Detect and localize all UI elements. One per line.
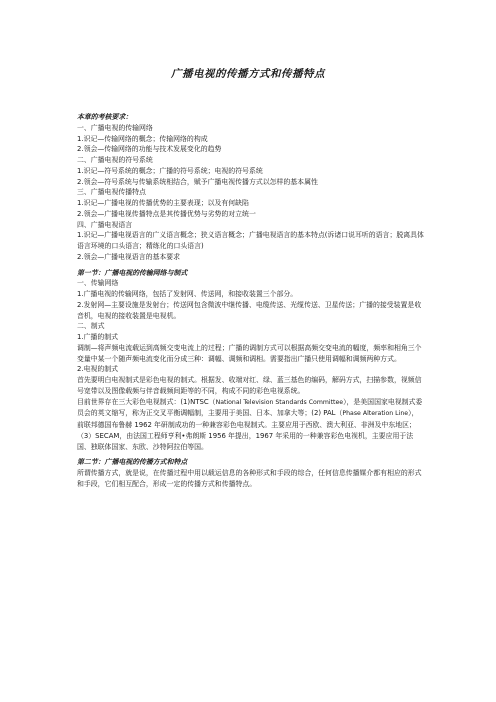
section1-sub2: 二、制式 [77, 322, 105, 331]
section1-sub2b: 2.电视的制式 [77, 365, 119, 374]
section1-sub1: 一、传输网络 [77, 279, 119, 288]
requirements-heading: 本章的考核要求： [77, 113, 133, 121]
requirement-line: 1.识记—广播电视语言的广义语言概念；狭义语言概念；广播电视语言的基本特点(诉诸口说耳听的语言；脱离具体语言环境的口头语言；精练化的口头语言) [77, 231, 424, 250]
requirement-line: 2.领会—符号系统与传输系统相结合，赋予广播电视传播方式以怎样的基本属性 [77, 177, 318, 186]
section1-p2: 2.发射网—主要设施是发射台；传送网包含微波中继传播、电缆传送、光缆传送、卫星传送；广播的接受装置是收音机，电视的接收装置是电视机。 [77, 300, 422, 320]
requirement-line: 三、广播电视传播特点 [77, 188, 146, 197]
requirement-line: 1.识记—符号系统的概念；广播的符号系统；电视的符号系统 [77, 166, 263, 175]
section2-heading: 第二节：广播电视的传播方式和特点 [77, 458, 188, 467]
p5-part-c: ），前联邦德国布鲁赫 1962 年研制成功的一种兼容彩色电视制式。主要应用于西欧、澳大利亚、非洲及中东地区；（3）SECAM，由法国工程师亨利•弗朗斯 1956 年提出，1967 年采用的一种兼容彩色电视机，主要应用于法国、独联体国家、东欧、沙特阿拉伯等国。 [77, 409, 419, 451]
section1-sub2a: 1.广播的制式 [77, 333, 119, 341]
requirement-line: 2.领会—传输网络的功能与技术发展变化的趋势 [77, 145, 222, 154]
section1-p4: 首先要明白电视制式是彩色电视的制式。根据发、收端对红、绿、蓝三基色的编码，解码方式，扫描参数，视频信号宽带以及图像载频与伴音载频间距等的不同，构成不同的彩色电视系统。 [77, 376, 422, 395]
p5-part-b: ），是美国国家电视制式委员会的英文缩写，称为正交叉平衡调幅制，主要用于美国、日本、加拿大等；(2) PAL（ [77, 397, 423, 418]
requirement-line: 四、广播电视语言 [77, 220, 133, 229]
requirement-line: 一、广播电视的传输网络 [77, 123, 153, 132]
section1-p5 [77, 397, 425, 453]
ntsc-english-name: National Television Standards Committee [215, 398, 344, 406]
requirement-line: 1.识记—广播电视的传播优势的主要表现；以及有何缺陷 [77, 199, 249, 207]
section1-p1: 1.广播电视的传输网络，包括了发射网、传送网，和接收装置三个部分。 [77, 290, 298, 298]
section1-heading: 第一节：广播电视的传输网络与制式 [77, 268, 188, 277]
requirement-line: 二、广播电视的符号系统 [77, 156, 153, 164]
pal-english-name: Phase Alteration Line [342, 410, 409, 418]
document-body [77, 112, 425, 490]
document-title: 广播电视的传播方式和传播特点 [171, 68, 325, 80]
p5-part-a: 目前世界存在三大彩色电视制式：(1)NTSC（ [77, 397, 216, 406]
requirement-line: 2.领会—广播电视传播特点是其传播优势与劣势的对立统一 [77, 209, 256, 218]
requirement-line: 1.识记—传输网络的概念；传输网络的构成 [77, 134, 208, 143]
section1-p3: 调制—将声频电流载运到高频交变电流上的过程；广播的调制方式可以根据高频交变电流的幅度，频率和相角三个变量中某一个随声频电流变化而分成三种：调幅、调频和调相。需要指出广播只使用调幅和调频两种方式。 [77, 343, 422, 363]
section2-p1: 所谓传播方式，就是说，在传播过程中用以载运信息的各种形式和手段的综合，任何信息传播媒介都有相应的形式和手段，它们相互配合，形成一定的传播方式和传播特点。 [77, 469, 422, 488]
requirement-line: 2.领会—广播电视语言的基本要求 [77, 252, 181, 261]
